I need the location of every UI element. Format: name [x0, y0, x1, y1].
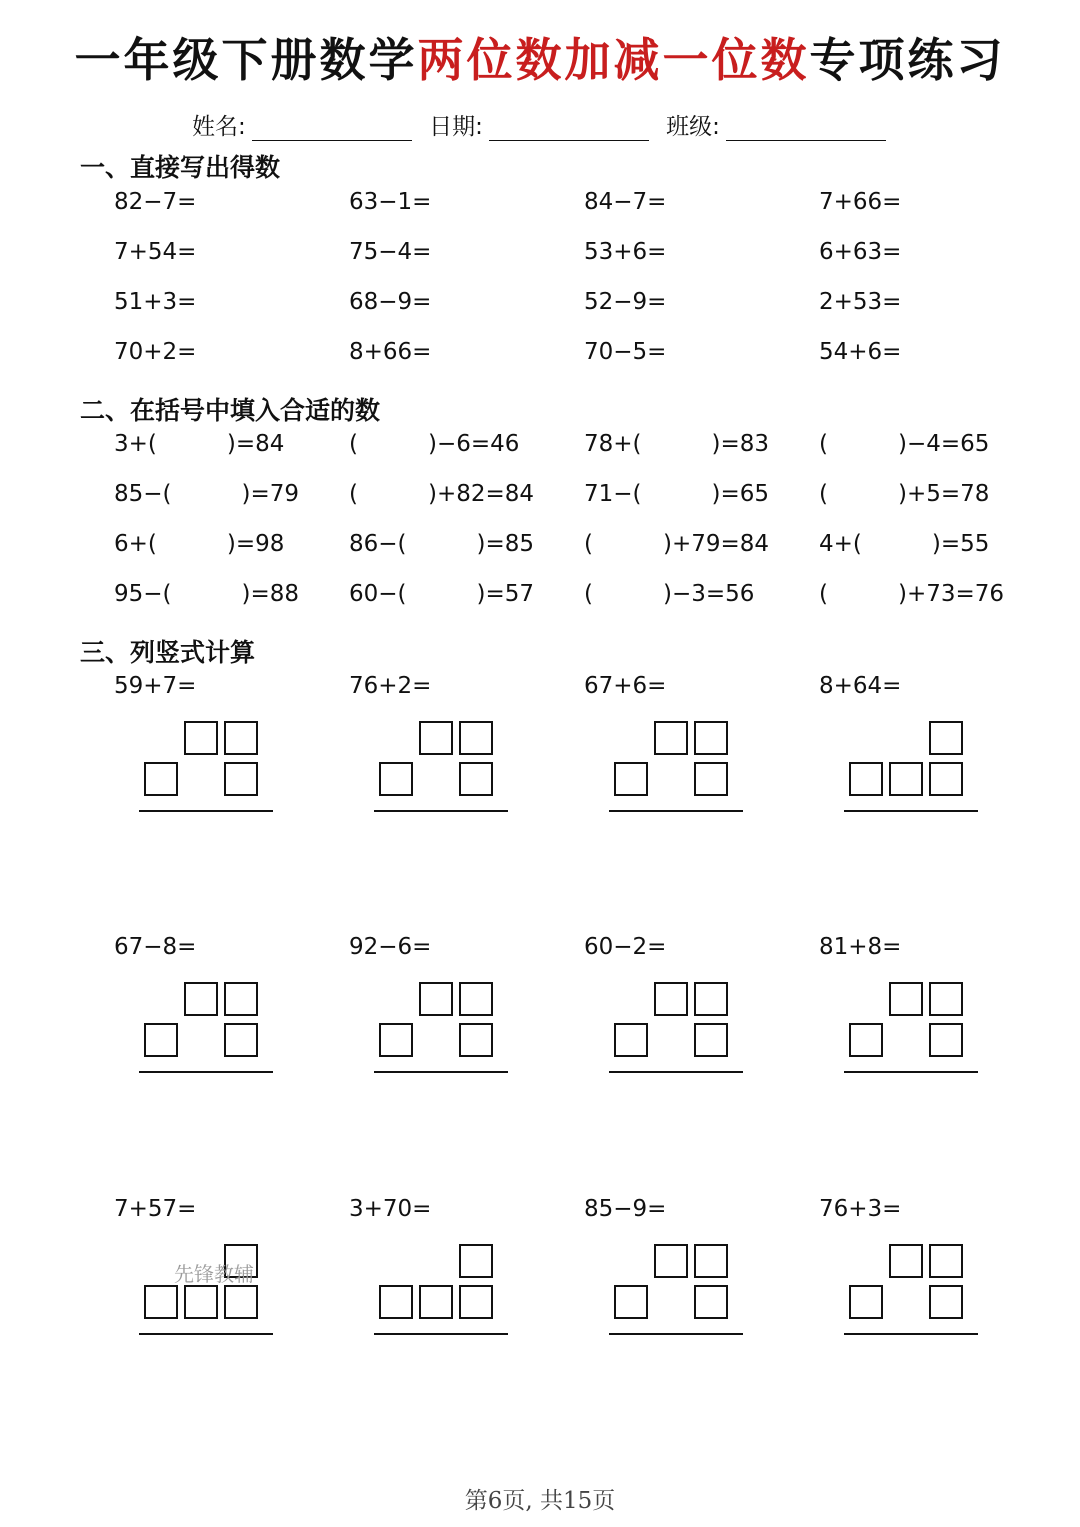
equation-left: (: [349, 481, 358, 507]
student-info-row: [192, 108, 896, 141]
digit-box[interactable]: [654, 721, 688, 755]
title-part-1: 一年级下册数学: [74, 33, 418, 87]
equation-left: 86−(: [349, 531, 407, 557]
page-footer: 第6页, 共15页: [464, 1488, 616, 1514]
date-field: [429, 108, 649, 141]
equation-left: (: [584, 531, 593, 557]
digit-box[interactable]: [459, 982, 493, 1016]
digit-box[interactable]: [184, 1285, 218, 1319]
digit-box[interactable]: [929, 1023, 963, 1057]
equation-right: )=88: [241, 581, 300, 607]
digit-box[interactable]: [144, 762, 178, 796]
equation-left: (: [819, 481, 828, 507]
fill-blank-item: [114, 481, 299, 507]
problem-item: 8+66=: [349, 339, 432, 365]
digit-box[interactable]: [889, 982, 923, 1016]
vertical-calc-problem: 81+8=: [819, 934, 902, 960]
problem-item: 53+6=: [584, 239, 667, 265]
section-1-title: 一、直接写出得数: [80, 153, 281, 182]
name-field: [192, 108, 412, 141]
digit-box[interactable]: [614, 1285, 648, 1319]
calc-underline: [609, 1333, 743, 1335]
equation-right: )−3=56: [662, 581, 755, 607]
watermark: 先锋教辅: [174, 1262, 254, 1286]
equation-right: )=55: [931, 531, 990, 557]
digit-box[interactable]: [694, 982, 728, 1016]
equation-left: 4+(: [819, 531, 862, 557]
problem-item: 84−7=: [584, 189, 667, 215]
fill-blank-item: [819, 481, 989, 507]
digit-box[interactable]: [459, 1244, 493, 1278]
digit-box[interactable]: [929, 762, 963, 796]
equation-left: 71−(: [584, 481, 642, 507]
digit-box[interactable]: [379, 1023, 413, 1057]
calc-underline: [374, 810, 508, 812]
equation-left: 60−(: [349, 581, 407, 607]
calc-underline: [609, 810, 743, 812]
equation-left: (: [819, 431, 828, 457]
problem-item: 75−4=: [349, 239, 432, 265]
digit-box[interactable]: [224, 982, 258, 1016]
fill-blank-item: [349, 581, 534, 607]
vertical-calc-problem: 7+57=: [114, 1196, 197, 1222]
digit-box[interactable]: [849, 1023, 883, 1057]
digit-box[interactable]: [694, 1244, 728, 1278]
digit-box[interactable]: [224, 1285, 258, 1319]
problem-item: 52−9=: [584, 289, 667, 315]
digit-box[interactable]: [694, 1023, 728, 1057]
problem-item: 2+53=: [819, 289, 902, 315]
digit-box[interactable]: [654, 982, 688, 1016]
equation-left: 3+(: [114, 431, 157, 457]
digit-box[interactable]: [929, 982, 963, 1016]
name-label: 姓名:: [192, 114, 246, 140]
equation-left: 85−(: [114, 481, 172, 507]
calc-underline: [374, 1333, 508, 1335]
date-label: 日期:: [429, 114, 483, 140]
calc-underline: [844, 1333, 978, 1335]
equation-right: )=83: [711, 431, 770, 457]
problem-item: 70−5=: [584, 339, 667, 365]
calc-underline: [844, 1071, 978, 1073]
fill-blank-item: [819, 431, 989, 457]
digit-box[interactable]: [379, 1285, 413, 1319]
fill-blank-item: [584, 531, 769, 557]
equation-right: )=57: [476, 581, 535, 607]
title-part-3: 专项练习: [809, 33, 1006, 87]
fill-blank-item: [114, 431, 284, 457]
equation-left: (: [819, 581, 828, 607]
vertical-calc-problem: 76+2=: [349, 673, 432, 699]
problem-item: 68−9=: [349, 289, 432, 315]
problem-item: 7+66=: [819, 189, 902, 215]
digit-box[interactable]: [419, 982, 453, 1016]
fill-blank-item: [349, 531, 534, 557]
calc-underline: [609, 1071, 743, 1073]
digit-box[interactable]: [379, 762, 413, 796]
digit-box[interactable]: [694, 1285, 728, 1319]
digit-box[interactable]: [224, 1023, 258, 1057]
equation-right: )+79=84: [662, 531, 770, 557]
equation-left: (: [349, 431, 358, 457]
equation-right: )−4=65: [897, 431, 990, 457]
equation-right: )−6=46: [427, 431, 520, 457]
digit-box[interactable]: [224, 762, 258, 796]
fill-blank-item: [584, 431, 769, 457]
digit-box[interactable]: [224, 721, 258, 755]
fill-blank-item: [114, 581, 299, 607]
equation-right: )=85: [476, 531, 535, 557]
worksheet-title: [0, 24, 1080, 90]
digit-box[interactable]: [459, 1285, 493, 1319]
vertical-calc-problem: 67+6=: [584, 673, 667, 699]
digit-box[interactable]: [419, 1285, 453, 1319]
vertical-calc-problem: 67−8=: [114, 934, 197, 960]
vertical-calc-problem: 60−2=: [584, 934, 667, 960]
vertical-calc-problem: 8+64=: [819, 673, 902, 699]
equation-left: (: [584, 581, 593, 607]
digit-box[interactable]: [184, 721, 218, 755]
digit-box[interactable]: [929, 1285, 963, 1319]
digit-box[interactable]: [144, 1285, 178, 1319]
section-2-title: 二、在括号中填入合适的数: [80, 396, 381, 425]
fill-blank-item: [819, 531, 989, 557]
digit-box[interactable]: [929, 721, 963, 755]
class-label: 班级:: [666, 114, 720, 140]
vertical-calc-problem: 92−6=: [349, 934, 432, 960]
problem-item: 70+2=: [114, 339, 197, 365]
digit-box[interactable]: [459, 762, 493, 796]
fill-blank-item: [584, 581, 754, 607]
vertical-calc-problem: 59+7=: [114, 673, 197, 699]
digit-box[interactable]: [889, 1244, 923, 1278]
fill-blank-item: [584, 481, 769, 507]
title-part-2-highlight: 两位数加减一位数: [417, 33, 810, 87]
equation-right: )=84: [226, 431, 285, 457]
class-field: [666, 108, 886, 141]
vertical-calc-problem: 85−9=: [584, 1196, 667, 1222]
problem-item: 63−1=: [349, 189, 432, 215]
equation-right: )+5=78: [897, 481, 990, 507]
digit-box[interactable]: [144, 1023, 178, 1057]
fill-blank-item: [819, 581, 1004, 607]
calc-underline: [844, 810, 978, 812]
problem-item: 6+63=: [819, 239, 902, 265]
vertical-calc-problem: 76+3=: [819, 1196, 902, 1222]
problem-item: 51+3=: [114, 289, 197, 315]
calc-underline: [374, 1071, 508, 1073]
calc-underline: [139, 1333, 273, 1335]
name-blank-line[interactable]: [252, 118, 412, 141]
section-3-title: 三、列竖式计算: [80, 638, 256, 667]
equation-right: )=98: [226, 531, 285, 557]
class-blank-line[interactable]: [726, 118, 886, 141]
digit-box[interactable]: [459, 721, 493, 755]
calc-underline: [139, 1071, 273, 1073]
problem-item: 54+6=: [819, 339, 902, 365]
digit-box[interactable]: [614, 1023, 648, 1057]
digit-box[interactable]: [459, 1023, 493, 1057]
fill-blank-item: [114, 531, 284, 557]
equation-right: )+82=84: [427, 481, 535, 507]
equation-left: 95−(: [114, 581, 172, 607]
equation-left: 78+(: [584, 431, 642, 457]
digit-box[interactable]: [849, 762, 883, 796]
fill-blank-item: [349, 431, 519, 457]
digit-box[interactable]: [889, 762, 923, 796]
calc-underline: [139, 810, 273, 812]
equation-right: )=79: [241, 481, 300, 507]
digit-box[interactable]: [694, 762, 728, 796]
equation-right: )+73=76: [897, 581, 1005, 607]
digit-box[interactable]: [419, 721, 453, 755]
digit-box[interactable]: [614, 762, 648, 796]
digit-box[interactable]: [929, 1244, 963, 1278]
digit-box[interactable]: [849, 1285, 883, 1319]
equation-left: 6+(: [114, 531, 157, 557]
vertical-calc-problem: 3+70=: [349, 1196, 432, 1222]
digit-box[interactable]: [184, 982, 218, 1016]
fill-blank-item: [349, 481, 534, 507]
digit-box[interactable]: [694, 721, 728, 755]
equation-right: )=65: [711, 481, 770, 507]
digit-box[interactable]: [654, 1244, 688, 1278]
date-blank-line[interactable]: [489, 118, 649, 141]
problem-item: 7+54=: [114, 239, 197, 265]
problem-item: 82−7=: [114, 189, 197, 215]
